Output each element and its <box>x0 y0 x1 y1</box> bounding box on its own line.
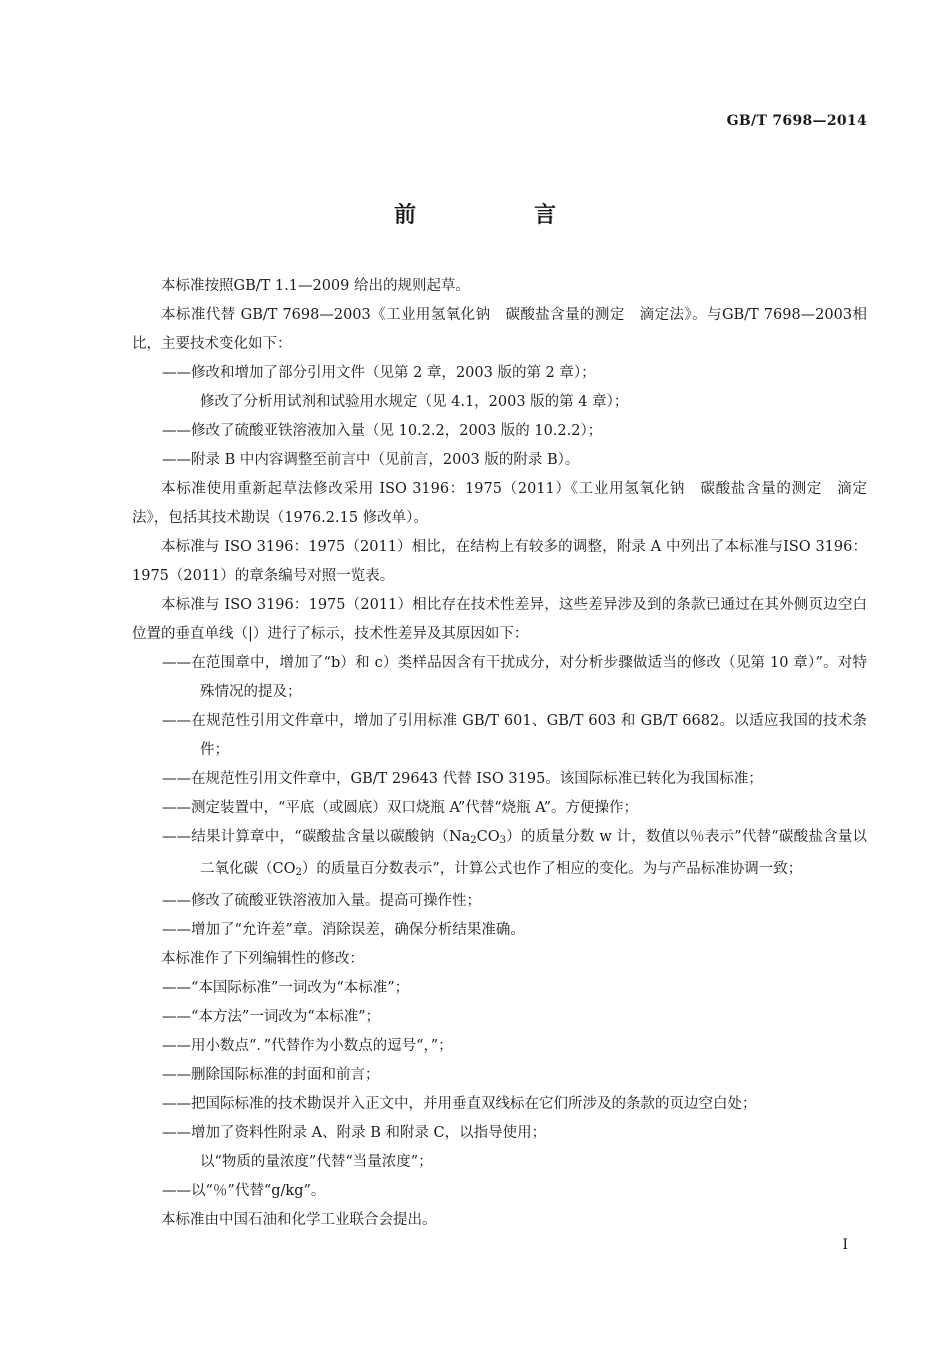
list-item: ——在规范性引用文件章中，增加了引用标准 GB/T 601、GB/T 603 和 GB/T 6682。以适应我国的技术条件； <box>162 713 867 758</box>
paragraph: 本标准使用重新起草法修改采用 ISO 3196：1975（2011）《工业用氢氧化钠 碳酸盐含量的测定 滴定法》，包括其技术勘误（1976.2.15 修改单）。 <box>132 481 867 526</box>
subscript: 2 <box>295 867 302 878</box>
document-body <box>132 272 867 1235</box>
paragraph: 本标准代替 GB/T 7698—2003《工业用氢氧化钠 碳酸盐含量的测定 滴定法》。与GB/T 7698—2003相比，主要技术变化如下： <box>132 307 867 352</box>
list-item: ——“本方法”一词改为“本标准”； <box>162 1009 381 1025</box>
paragraph: 本标准与 ISO 3196：1975（2011）相比存在技术性差异，这些差异涉及到的条款已通过在其外侧页边空白位置的垂直单线（|）进行了标示，技术性差异及其原因如下： <box>132 597 867 642</box>
text-run: ——结果计算章中，“碳酸盐含量以碳酸钠（Na <box>162 829 471 845</box>
list-item: ——在范围章中，增加了“b）和 c）类样品因含有干扰成分，对分析步骤做适当的修改（见第 10 章）”。对特殊情况的提及； <box>162 655 867 700</box>
text-run: CO <box>476 829 500 845</box>
subscript: 2 <box>470 835 477 846</box>
list-item: ——修改了硫酸亚铁溶液加入量。提高可操作性； <box>162 893 481 909</box>
list-item: ——测定装置中，“平底（或圆底）双口烧瓶 A”代替“烧瓶 A”。方便操作； <box>162 800 639 816</box>
list-item: ——附录 B 中内容调整至前言中（见前言，2003 版的附录 B）。 <box>162 452 580 468</box>
list-item: ——以“％”代替“g/kg”。 <box>162 1183 326 1199</box>
standard-code: GB/T 7698—2014 <box>726 113 867 129</box>
list-item: ——增加了“允许差”章。消除误差，确保分析结果准确。 <box>162 922 525 938</box>
list-item: ——用小数点“．”代替作为小数点的逗号“，”； <box>162 1038 453 1054</box>
list-item: ——增加了资料性附录 A、附录 B 和附录 C，以指导使用； <box>162 1125 547 1141</box>
paragraph: 本标准与 ISO 3196：1975（2011）相比，在结构上有较多的调整，附录 A 中列出了本标准与ISO 3196：1975（2011）的章条编号对照一览表。 <box>132 539 867 584</box>
text-run: ）的质量百分数表示”，计算公式也作了相应的变化。为与产品标准协调一致； <box>301 861 803 877</box>
subscript: 3 <box>499 835 507 846</box>
list-item: ——在规范性引用文件章中，GB/T 29643 代替 ISO 3195。该国际标准已转化为我国标准； <box>162 771 763 787</box>
page-number: I <box>842 1237 848 1253</box>
list-item: ——修改和增加了部分引用文件（见第 2 章，2003 版的第 2 章）； <box>162 365 596 381</box>
list-item: 修改了分析用试剂和试验用水规定（见 4.1，2003 版的第 4 章）； <box>200 394 629 410</box>
list-item: ——修改了硫酸亚铁溶液加入量（见 10.2.2，2003 版的 10.2.2）； <box>162 423 603 439</box>
list-item: ——把国际标准的技术勘误并入正文中，并用垂直双线标在它们所涉及的条款的页边空白处； <box>162 1096 757 1112</box>
paragraph: 本标准由中国石油和化学工业联合会提出。 <box>161 1212 437 1228</box>
paragraph: 本标准作了下列编辑性的修改： <box>161 951 364 967</box>
text-run: ）的质量分数 w 计，数值以％表示”代替“碳酸盐含量以二氧化碳（CO <box>200 829 867 877</box>
list-item: 以“物质的量浓度”代替“当量浓度”； <box>200 1154 433 1170</box>
list-item: ——“本国际标准”一词改为“本标准”； <box>162 980 410 996</box>
page-title: 前 言 <box>393 202 604 228</box>
list-item: ——删除国际标准的封面和前言； <box>162 1067 380 1083</box>
list-item <box>132 823 867 887</box>
paragraph: 本标准按照GB/T 1.1—2009 给出的规则起草。 <box>161 278 470 294</box>
